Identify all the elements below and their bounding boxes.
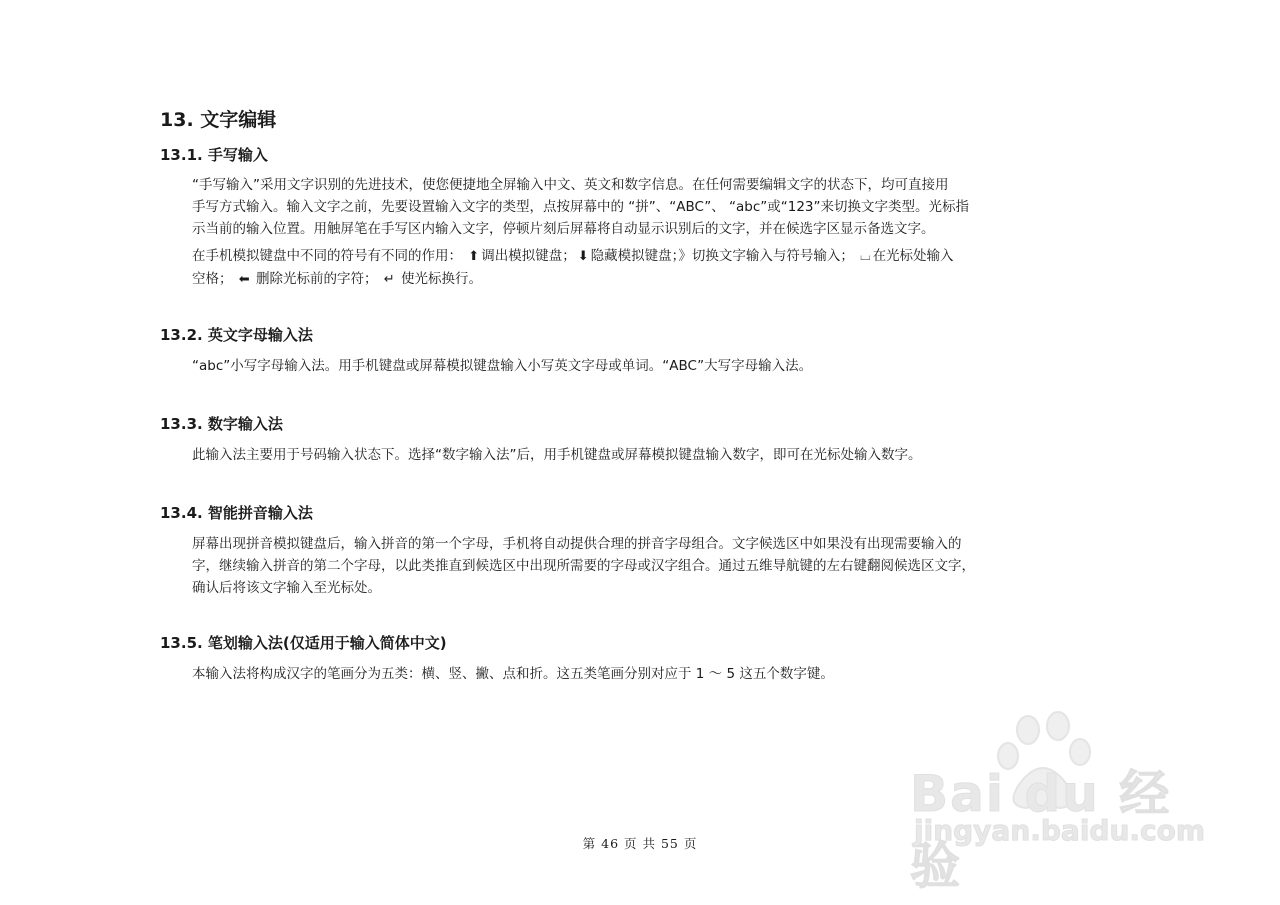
watermark-brand: Bai du 经验 [910,765,1172,895]
switch-desc: 》切换文字输入与符号输入； [678,248,854,264]
english-paragraph [192,355,1122,377]
space-desc-2: 空格； [192,271,233,287]
section-title-number: 13.3. 数字输入法 [160,415,283,433]
section-title-handwriting: 13.1. 手写输入 [160,146,268,164]
paragraph-line: “手写输入”采用文字识别的先进技术，使您便捷地全屏输入中文、英文和数字信息。在任何需要编辑文字的状态下，均可直接用 [192,177,949,193]
arrow-up-icon: ⬆ [468,249,480,264]
down-desc: 隐藏模拟键盘； [590,248,679,264]
paragraph-line: “abc”小写字母输入法。用手机键盘或屏幕模拟键盘输入小写英文字母或单词。“ABC”大写字母输入法。 [192,358,813,374]
paragraph-line: 本输入法将构成汉字的笔画分为五类：横、竖、撇、点和折。这五类笔画分别对应于 1 ～ 5 这五个数字键。 [192,666,834,682]
enter-desc: 使光标换行。 [401,271,482,287]
arrow-down-icon: ⬇ [577,249,589,264]
space-desc: 在光标处输入 [872,248,954,264]
section-title-stroke: 13.5. 笔划输入法(仅适用于输入简体中文) [160,634,447,652]
paragraph-line: 此输入法主要用于号码输入状态下。选择“数字输入法”后，用手机键盘或屏幕模拟键盘输入数字，即可在光标处输入数字。 [192,447,922,463]
symbols-intro: 在手机模拟键盘中不同的符号有不同的作用： [192,248,462,264]
paragraph-line: 屏幕出现拼音模拟键盘后，输入拼音的第一个字母，手机将自动提供合理的拼音字母组合。文字候选区中如果没有出现需要输入的 [192,536,962,552]
paragraph-line: 确认后将该文字输入至光标处。 [192,580,381,596]
space-icon: ⌴ [860,249,871,264]
page-footer: 第 46 页 共 55 页 [582,836,698,851]
backspace-icon: ⬅ [238,272,250,287]
watermark-url: jingyan.baidu.com [914,814,1206,847]
paragraph-line: 手写方式输入。输入文字之前，先要设置输入文字的类型，点按屏幕中的 “拼”、“ABC”、 “abc”或“123”来切换文字类型。光标指 [192,199,969,215]
handwriting-paragraph [192,174,1122,240]
paragraph-line: 示当前的输入位置。用触屏笔在手写区内输入文字，停顿片刻后屏幕将自动显示识别后的文字，并在候选字区显示备选文字。 [192,221,935,237]
keyboard-symbols-paragraph [192,245,1122,291]
number-paragraph [192,444,1122,466]
section-title-pinyin: 13.4. 智能拼音输入法 [160,504,313,522]
paragraph-line [192,268,1122,291]
up-desc: 调出模拟键盘； [481,248,576,264]
pinyin-paragraph [192,533,1122,599]
enter-icon: ↵ [383,272,395,287]
paragraph-line [192,245,1122,268]
section-title-english: 13.2. 英文字母输入法 [160,326,313,344]
chapter-title: 13. 文字编辑 [160,109,277,131]
paragraph-line: 字，继续输入拼音的第二个字母，以此类推直到候选区中出现所需要的字母或汉字组合。通过五维导航键的左右键翻阅候选区文字， [192,558,975,574]
delete-desc: 删除光标前的字符； [256,271,378,287]
stroke-paragraph [192,663,1122,685]
